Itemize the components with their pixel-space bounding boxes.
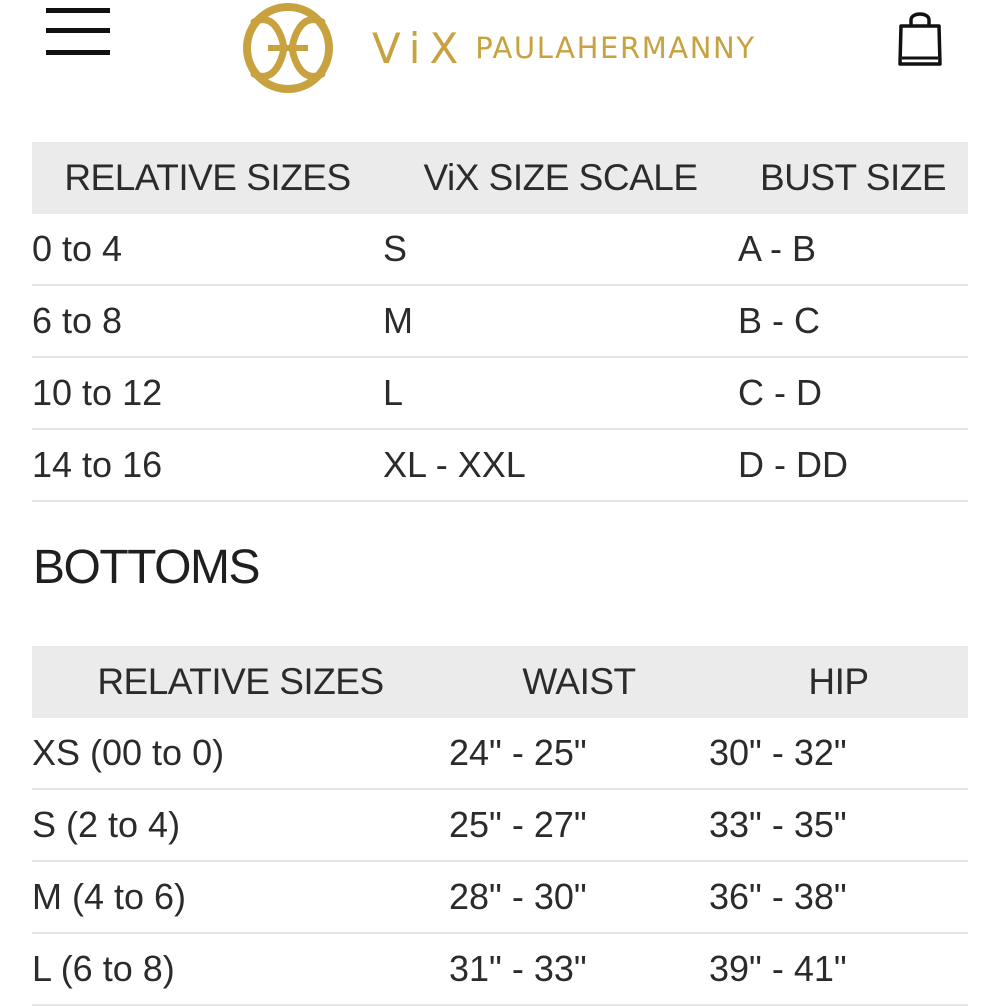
cell-bust-size: A - B bbox=[738, 214, 968, 285]
cell-waist: 25" - 27" bbox=[449, 789, 709, 861]
table-row bbox=[32, 429, 968, 501]
cell-relative-size: 14 to 16 bbox=[32, 429, 383, 501]
brand-name-text: PAULAHERMANNY bbox=[475, 31, 756, 65]
site-header bbox=[0, 0, 1000, 100]
cell-hip: 39" - 41" bbox=[709, 933, 968, 1005]
column-header-vix-size-scale: ViX SIZE SCALE bbox=[383, 142, 738, 214]
bottoms-section-title: BOTTOMS bbox=[33, 541, 259, 594]
column-header-hip: HIP bbox=[709, 646, 968, 718]
column-header-waist: WAIST bbox=[449, 646, 709, 718]
cell-relative-size: 0 to 4 bbox=[32, 214, 383, 285]
cell-vix-size: XL - XXL bbox=[383, 429, 738, 501]
column-header-relative-sizes: RELATIVE SIZES bbox=[32, 142, 383, 214]
cell-relative-size: M (4 to 6) bbox=[32, 861, 449, 933]
cell-hip: 33" - 35" bbox=[709, 789, 968, 861]
table-row bbox=[32, 789, 968, 861]
vix-emblem-icon bbox=[234, 2, 342, 94]
menu-button[interactable] bbox=[46, 6, 110, 58]
cell-relative-size: L (6 to 8) bbox=[32, 933, 449, 1005]
column-header-bust-size: BUST SIZE bbox=[738, 142, 968, 214]
cell-waist: 31" - 33" bbox=[449, 933, 709, 1005]
table-row bbox=[32, 214, 968, 285]
table-row bbox=[32, 861, 968, 933]
cell-relative-size: 10 to 12 bbox=[32, 357, 383, 429]
table-header-row bbox=[32, 646, 968, 718]
brand-vix-text: ViX bbox=[372, 23, 468, 73]
cell-waist: 28" - 30" bbox=[449, 861, 709, 933]
cell-bust-size: B - C bbox=[738, 285, 968, 357]
cell-bust-size: D - DD bbox=[738, 429, 968, 501]
cell-relative-size: XS (00 to 0) bbox=[32, 718, 449, 789]
cell-vix-size: S bbox=[383, 214, 738, 285]
table-row bbox=[32, 933, 968, 1005]
shopping-bag-icon bbox=[896, 8, 944, 68]
hamburger-menu-icon-bar bbox=[46, 28, 110, 33]
brand-logo[interactable] bbox=[234, 0, 774, 96]
cell-waist: 24" - 25" bbox=[449, 718, 709, 789]
cell-hip: 30" - 32" bbox=[709, 718, 968, 789]
cell-vix-size: L bbox=[383, 357, 738, 429]
table-header-row bbox=[32, 142, 968, 214]
cell-vix-size: M bbox=[383, 285, 738, 357]
cell-relative-size: 6 to 8 bbox=[32, 285, 383, 357]
cell-hip: 36" - 38" bbox=[709, 861, 968, 933]
table-row bbox=[32, 357, 968, 429]
cell-bust-size: C - D bbox=[738, 357, 968, 429]
table-row bbox=[32, 718, 968, 789]
tops-size-table bbox=[32, 142, 968, 502]
table-row bbox=[32, 285, 968, 357]
hamburger-menu-icon-bar bbox=[46, 50, 110, 55]
cell-relative-size: S (2 to 4) bbox=[32, 789, 449, 861]
bottoms-size-table bbox=[32, 646, 968, 1006]
cart-button[interactable] bbox=[896, 8, 944, 68]
hamburger-menu-icon bbox=[46, 8, 110, 13]
column-header-relative-sizes: RELATIVE SIZES bbox=[32, 646, 449, 718]
